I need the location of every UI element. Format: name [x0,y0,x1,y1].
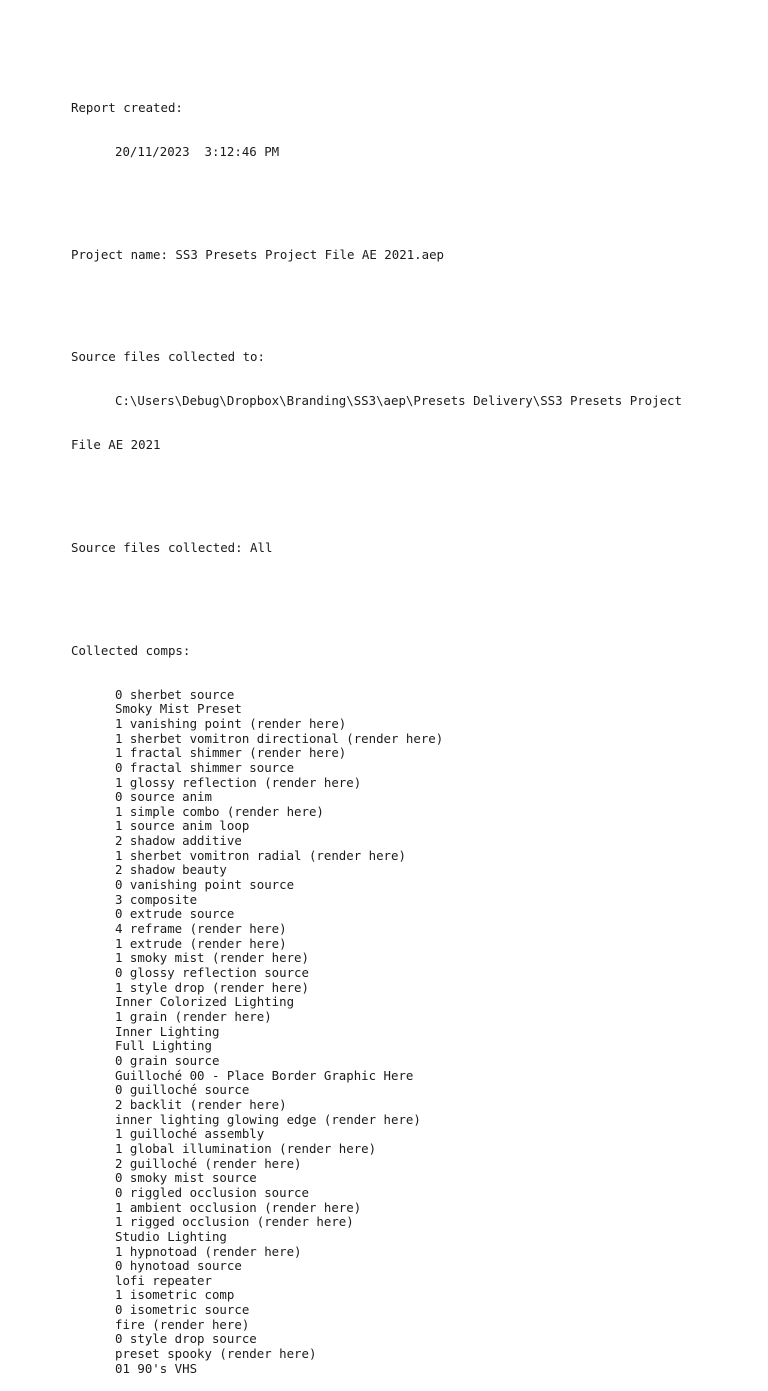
collected-comps-list [71,688,711,1377]
comp-list-item: 0 smoky mist source [115,1170,257,1186]
comp-list-item: 1 sherbet vomitron directional (render here) [115,730,444,746]
comp-list-item: lofi repeater [115,1272,212,1288]
report-document [71,72,711,1391]
comp-list-item: 3 composite [115,891,198,907]
collected-comps-label: Collected comps: [71,642,191,658]
comp-list-item: Full Lighting [115,1038,212,1054]
comp-list-item: 2 shadow beauty [115,862,227,878]
comp-list-item: Studio Lighting [115,1228,227,1244]
comp-list-item: 0 sherbet source [115,686,235,702]
comp-list-item: 1 grain (render here) [115,1009,272,1024]
comp-list-item: 1 extrude (render here) [115,935,287,951]
spacer [71,292,711,307]
comp-list-item: 1 vanishing point (render here) [115,715,347,731]
comp-list-item: 1 isometric comp [115,1287,235,1303]
comp-list-item: 0 isometric source [115,1302,250,1318]
report-created-label: Report created: [71,100,183,116]
comp-list-item: 4 reframe (render here) [115,921,287,937]
project-name-line: Project name: SS3 Presets Project File AE 2021.aep [71,246,444,262]
comp-list-item: 0 guilloché source [115,1082,250,1098]
comp-list-item: 0 hynotoad source [115,1258,242,1274]
comp-list-item: 0 riggled occlusion source [115,1184,309,1200]
comp-list-item: 1 source anim loop [115,818,250,834]
collected-to-label: Source files collected to: [71,349,265,365]
spacer [71,585,711,600]
comp-list-item: 1 guilloché assembly [115,1126,265,1142]
comp-list-item: Inner Lighting [115,1023,220,1039]
comp-list-item: Guilloché 00 - Place Border Graphic Here [115,1067,414,1083]
comp-list-item: 2 backlit (render here) [115,1096,287,1112]
comp-list-item: 0 glossy reflection source [115,965,309,981]
comp-list-item: Inner Colorized Lighting [115,994,295,1010]
comp-list-item: Smoky Mist Preset [115,701,242,717]
comp-list-item: 0 vanishing point source [115,877,295,893]
comp-list-item: 1 fractal shimmer (render here) [115,745,347,761]
comp-list-item: 0 extrude source [115,906,235,922]
spacer [71,189,711,204]
comp-list-item: 2 guilloché (render here) [115,1155,302,1171]
comp-list-item: 2 shadow additive [115,833,242,849]
comp-list-item: 1 style drop (render here) [115,979,309,995]
comp-list-item: 1 glossy reflection (render here) [115,774,362,790]
comp-list-item: fire (render here) [115,1316,250,1332]
comp-list-item: 1 rigged occlusion (render here) [115,1214,354,1230]
collected-to-path-continued: File AE 2021 [71,437,161,453]
comp-list-item: preset spooky (render here) [115,1346,317,1362]
comp-list-item: 1 ambient occlusion (render here) [115,1199,362,1215]
comp-list-item: 0 style drop source [115,1331,257,1347]
comp-list-item: inner lighting glowing edge (render here) [115,1111,421,1127]
comp-list-item: 0 fractal shimmer source [115,759,295,775]
collected-to-path: C:\Users\Debug\Dropbox\Branding\SS3\aep\Presets Delivery\SS3 Presets Project [115,393,682,409]
report-created-value: 20/11/2023 3:12:46 PM [115,144,280,160]
comp-list-item: 1 hypnotoad (render here) [115,1243,302,1259]
comp-list-item: 1 smoky mist (render here) [115,950,309,966]
spacer [71,482,711,497]
source-files-collected-line: Source files collected: All [71,540,273,555]
comp-list-item: 01 90's VHS [115,1360,198,1376]
comp-list-item: 1 sherbet vomitron radial (render here) [115,847,406,863]
comp-list-item: 0 source anim [115,789,212,805]
comp-list-item: 1 simple combo (render here) [115,803,324,819]
comp-list-item: 0 grain source [115,1052,220,1068]
comp-list-item: 1 global illumination (render here) [115,1140,377,1156]
